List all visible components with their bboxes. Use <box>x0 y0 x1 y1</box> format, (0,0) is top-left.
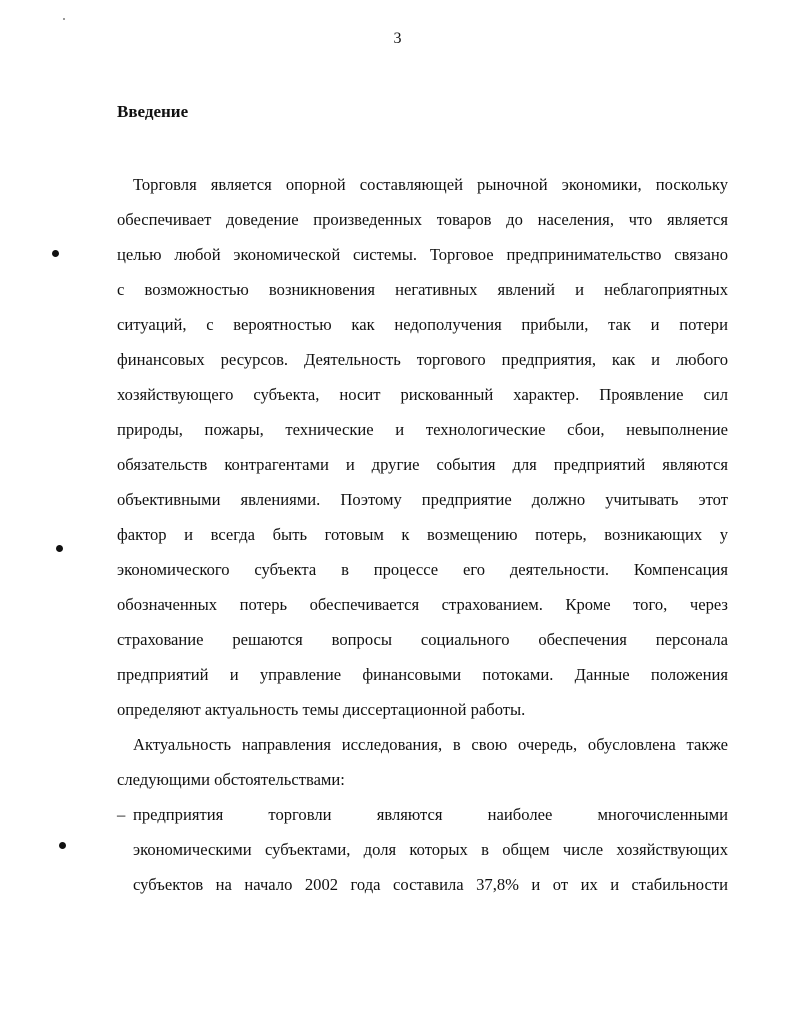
scan-speck <box>63 18 65 20</box>
paragraph1-line: предприятий и управление финансовыми потоками. Данные положения <box>117 665 728 684</box>
paragraph1-line: целью любой экономической системы. Торговое предпринимательство связано <box>117 245 728 264</box>
paragraph1-line: обеспечивает доведение произведенных товаров до населения, что является <box>117 210 728 229</box>
list-dash: – <box>117 805 126 824</box>
paragraph1-line: обязательств контрагентами и другие события для предприятий являются <box>117 455 728 474</box>
margin-mark <box>56 545 63 552</box>
page-number: 3 <box>393 30 402 47</box>
paragraph1-line: хозяйствующего субъекта, носит рискованный характер. Проявление сил <box>117 385 728 404</box>
paragraph1-line: обозначенных потерь обеспечивается страхованием. Кроме того, через <box>117 595 728 614</box>
margin-mark <box>59 842 66 849</box>
list-item-line: предприятия торговли являются наиболее многочисленными <box>133 805 728 824</box>
list-item-line: экономическими субъектами, доля которых в общем числе хозяйствующих <box>133 840 728 859</box>
paragraph1-line: Торговля является опорной составляющей рыночной экономики, поскольку <box>133 175 728 194</box>
paragraph1-line: экономического субъекта в процессе его деятельности. Компенсация <box>117 560 728 579</box>
paragraph1-line: определяют актуальность темы диссертационной работы. <box>117 700 526 719</box>
section-heading: Введение <box>117 102 189 121</box>
paragraph1-line: фактор и всегда быть готовым к возмещению потерь, возникающих у <box>117 525 728 544</box>
list-item-line: субъектов на начало 2002 года составила 37,8% и от их и стабильности <box>133 875 728 894</box>
paragraph1-line: природы, пожары, технические и технологические сбои, невыполнение <box>117 420 728 439</box>
paragraph2-line: следующими обстоятельствами: <box>117 770 345 789</box>
paragraph1-line: финансовых ресурсов. Деятельность торгового предприятия, как и любого <box>117 350 728 369</box>
paragraph1-line: с возможностью возникновения негативных явлений и неблагоприятных <box>117 280 728 299</box>
margin-mark <box>52 250 59 257</box>
paragraph2-line: Актуальность направления исследования, в свою очередь, обусловлена также <box>133 735 728 754</box>
paragraph1-line: страхование решаются вопросы социального обеспечения персонала <box>117 630 728 649</box>
paragraph1-line: объективными явлениями. Поэтому предприятие должно учитывать этот <box>117 490 728 509</box>
paragraph1-line: ситуаций, с вероятностью как недополучения прибыли, так и потери <box>117 315 728 334</box>
